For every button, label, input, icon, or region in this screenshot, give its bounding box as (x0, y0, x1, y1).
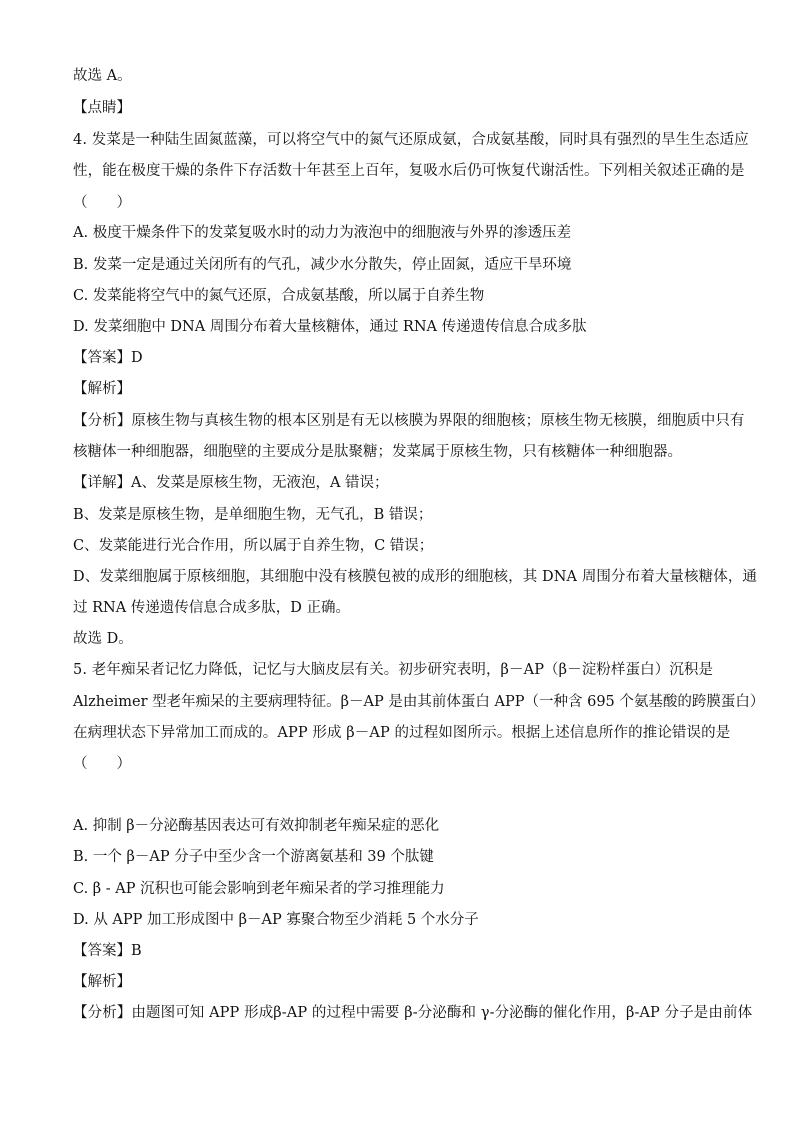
question-4-xiangjie-line-4: D、发菜细胞属于原核细胞，其细胞中没有核膜包被的成形的细胞核，其 DNA 周围分布着大量核糖体，通 (73, 569, 758, 585)
question-5-stem-line-2: Alzheimer 型老年痴呆的主要病理特征。β－AP 是由其前体蛋白 APP（一种含 695 个氨基酸的跨膜蛋白） (73, 694, 765, 710)
question-4-analysis-heading: 【解析】 (73, 381, 131, 397)
question-5-fenxi-line-1: 【分析】由题图可知 APP 形成β-AP 的过程中需要 β-分泌酶和 γ-分泌酶的催化作用，β-AP 分子是由前体 (73, 1005, 753, 1021)
question-5-analysis-heading: 【解析】 (73, 974, 131, 990)
question-4-option-c: C. 发菜能将空气中的氮气还原，合成氨基酸，所以属于自养生物 (73, 288, 485, 304)
question-4-blank: （ ） (73, 195, 131, 211)
question-4-answer: 【答案】D (73, 350, 143, 366)
question-4-option-b: B. 发菜一定是通过关闭所有的气孔，减少水分散失，停止固氮，适应干旱环境 (73, 257, 572, 273)
text-line-conclusion-a: 故选 A。 (73, 68, 132, 84)
question-4-option-a: A. 极度干燥条件下的发菜复吸水时的动力为液泡中的细胞液与外界的渗透压差 (73, 225, 572, 241)
question-4-xiangjie-line-2: B、发菜是原核生物，是单细胞生物，无气孔，B 错误； (73, 507, 433, 523)
question-5-option-d: D. 从 APP 加工形成图中 β－AP 寡聚合物至少消耗 5 个水分子 (73, 912, 479, 928)
question-5-stem-line-1: 5. 老年痴呆者记忆力降低，记忆与大脑皮层有关。初步研究表明，β－AP（β－淀粉样蛋白）沉积是 (73, 662, 714, 678)
question-4-fenxi-line-1: 【分析】原核生物与真核生物的根本区别是有无以核膜为界限的细胞核；原核生物无核膜，细胞质中只有 (73, 413, 745, 429)
question-5-option-c: C. β - AP 沉积也可能会影响到老年痴呆者的学习推理能力 (73, 881, 445, 897)
text-line-dianjing-heading: 【点睛】 (73, 100, 131, 116)
question-5-option-a: A. 抑制 β－分泌酶基因表达可有效抑制老年痴呆症的恶化 (73, 818, 440, 834)
question-5-stem-line-3: 在病理状态下异常加工而成的。APP 形成 β－AP 的过程如图所示。根据上述信息所作的推论错误的是 (73, 725, 731, 741)
question-4-xiangjie-line-3: C、发菜能进行光合作用，所以属于自养生物，C 错误； (73, 538, 434, 554)
question-5-answer: 【答案】B (73, 943, 142, 959)
question-5-option-b: B. 一个 β－AP 分子中至少含一个游离氨基和 39 个肽键 (73, 849, 434, 865)
question-4-option-d: D. 发菜细胞中 DNA 周围分布着大量核糖体，通过 RNA 传递遗传信息合成多肽 (73, 319, 587, 335)
question-4-conclusion: 故选 D。 (73, 631, 133, 647)
question-4-stem-line-1: 4. 发菜是一种陆生固氮蓝藻，可以将空气中的氮气还原成氨，合成氨基酸，同时具有强烈的旱生生态适应 (73, 132, 749, 148)
question-4-xiangjie-line-1: 【详解】A、发菜是原核生物，无液泡，A 错误； (73, 475, 389, 491)
question-4-stem-line-2: 性，能在极度干燥的条件下存活数十年甚至上百年，复吸水后仍可恢复代谢活性。下列相关叙述正确的是 (73, 163, 745, 179)
question-5-blank: （ ） (73, 756, 131, 772)
question-4-xiangjie-line-5: 过 RNA 传递遗传信息合成多肽，D 正确。 (73, 600, 351, 616)
question-4-fenxi-line-2: 核糖体一种细胞器，细胞壁的主要成分是肽聚糖；发菜属于原核生物，只有核糖体一种细胞器。 (73, 444, 682, 460)
